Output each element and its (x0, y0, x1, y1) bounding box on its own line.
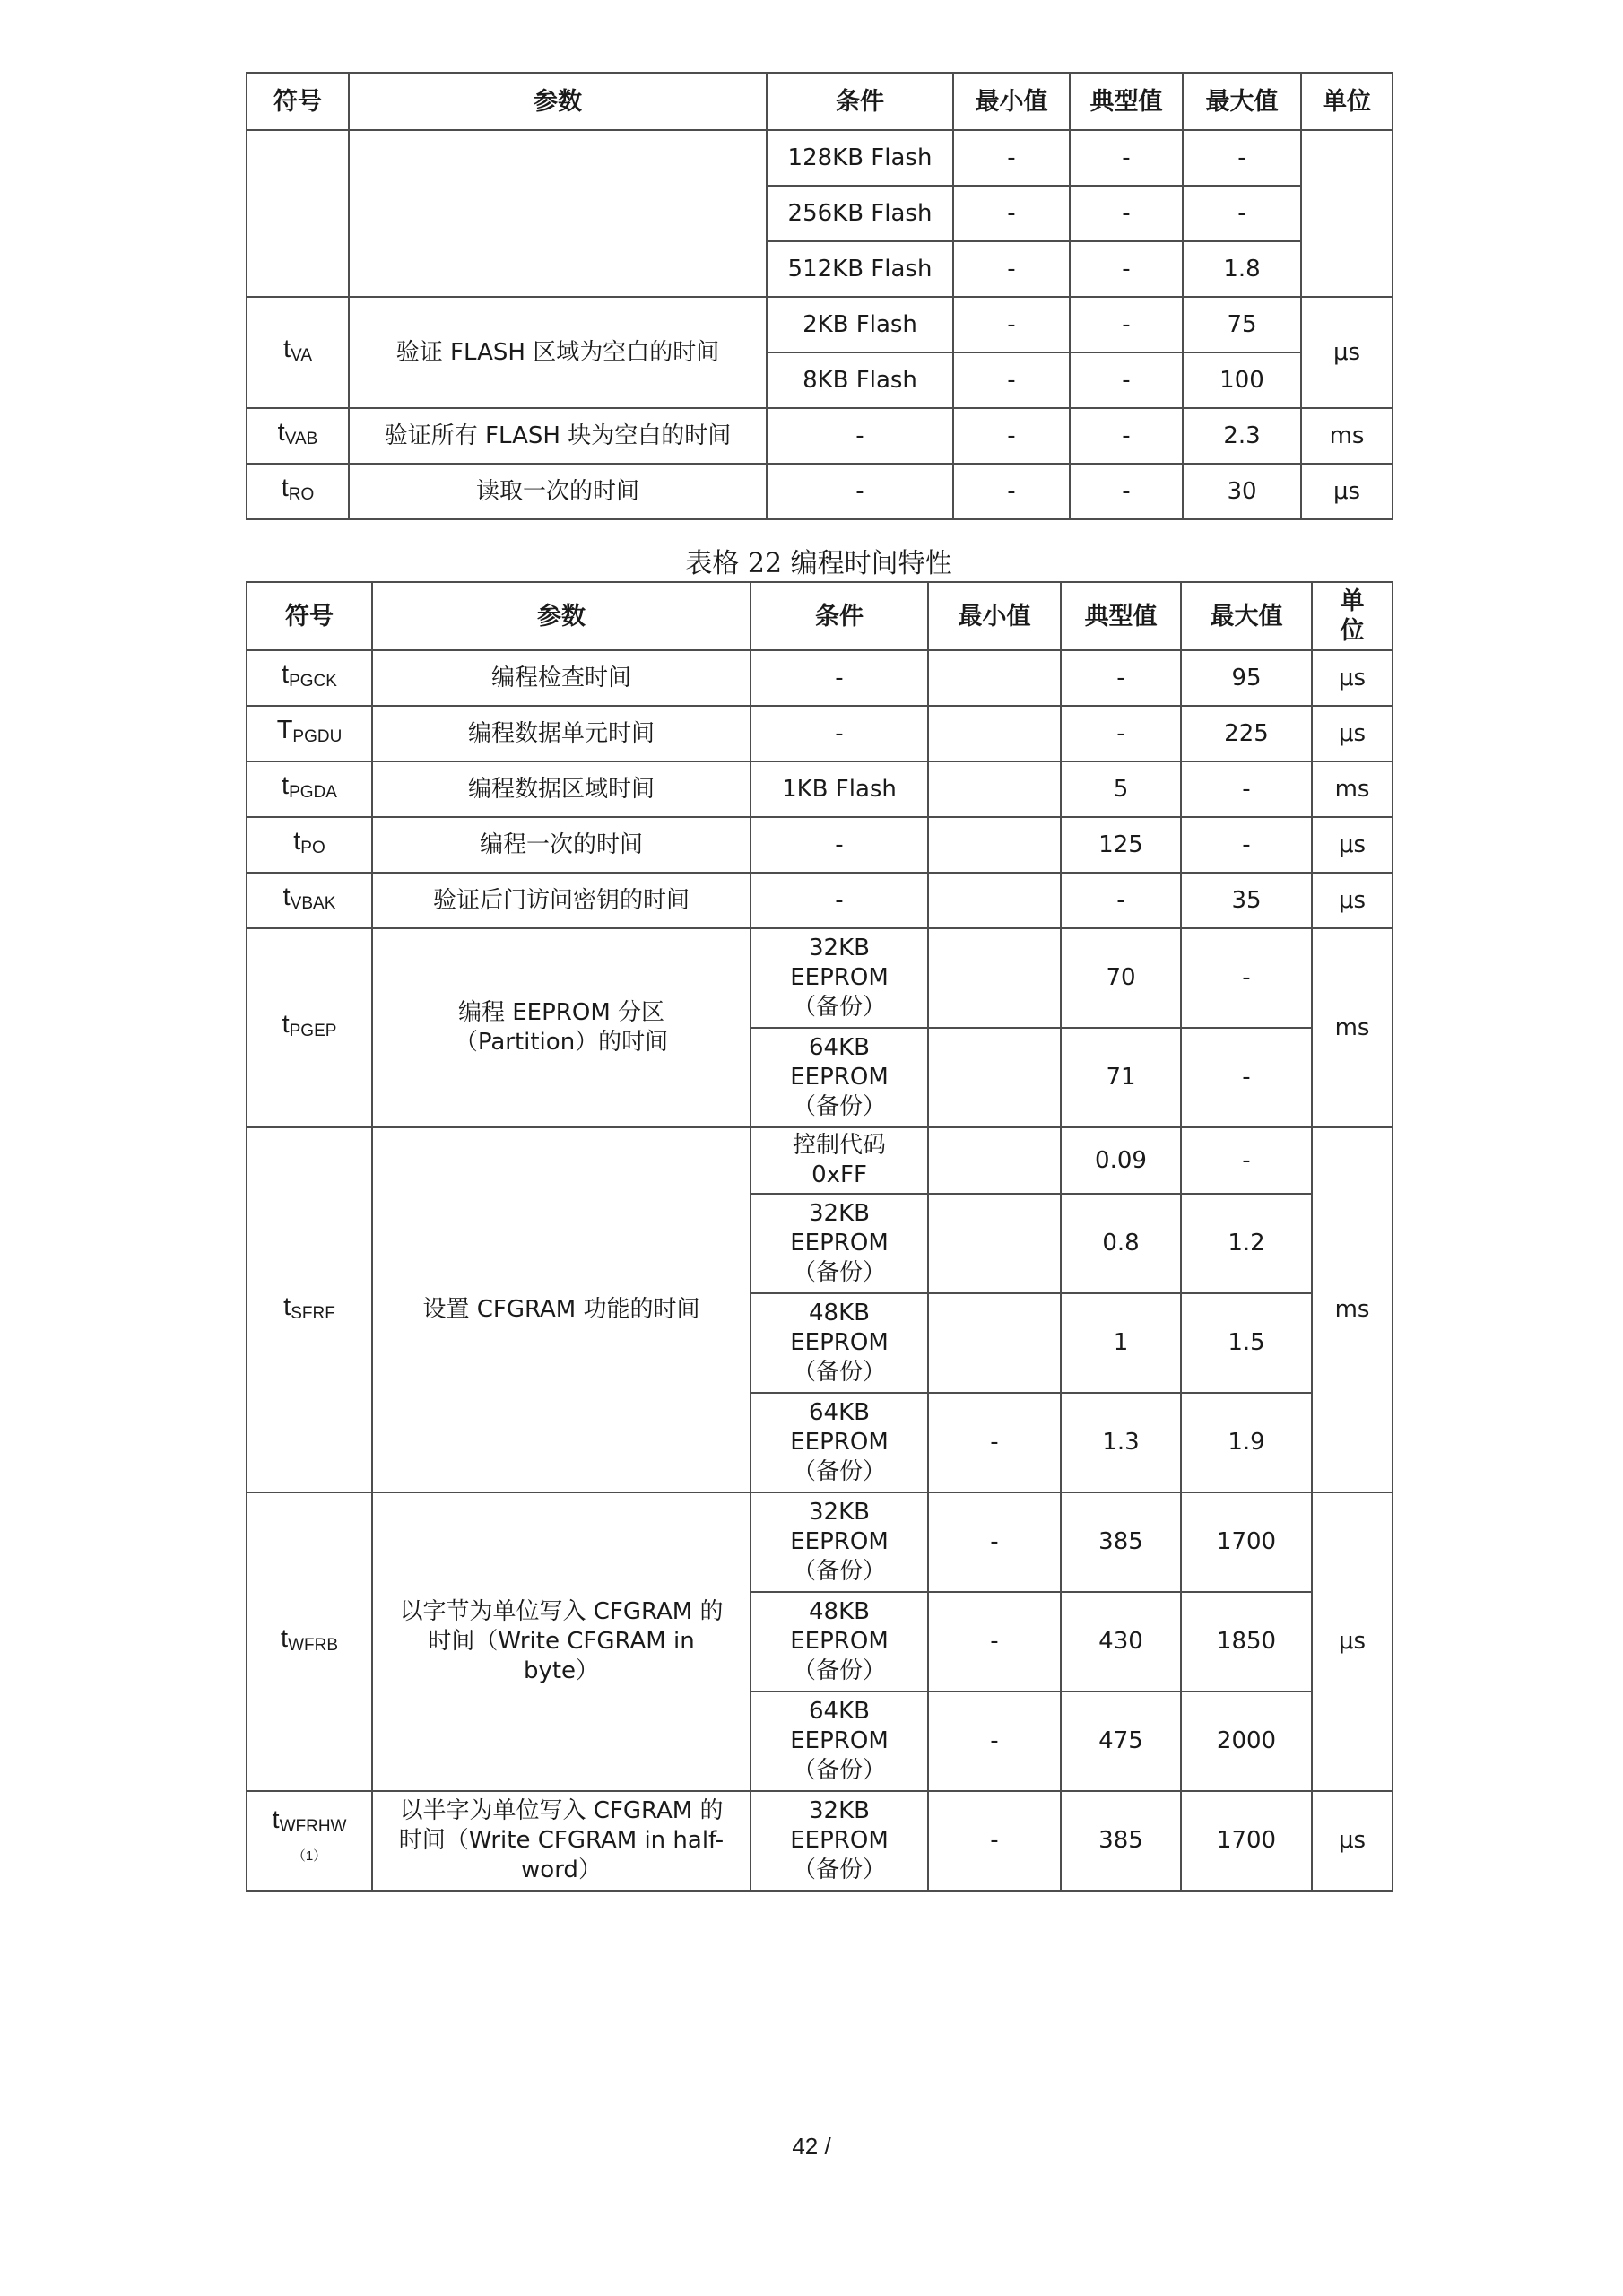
min-cell (928, 928, 1061, 1028)
flash-timing-table-continued (246, 72, 1393, 520)
max-cell: 2.3 (1183, 408, 1301, 464)
parameter-cell: 编程一次的时间 (372, 817, 751, 873)
min-cell (928, 1293, 1061, 1393)
min-cell: - (928, 1592, 1061, 1692)
programming-timing-table (246, 581, 1393, 1892)
parameter-cell: 编程数据区域时间 (372, 761, 751, 817)
unit-cell-empty (1301, 130, 1393, 297)
max-cell: - (1183, 186, 1301, 241)
typ-cell: 475 (1061, 1692, 1181, 1791)
typ-cell: - (1070, 241, 1183, 297)
typ-cell: - (1061, 873, 1181, 928)
parameter-cell: 验证后门访问密钥的时间 (372, 873, 751, 928)
max-cell: - (1181, 928, 1312, 1028)
max-cell: 2000 (1181, 1692, 1312, 1791)
condition-cell: - (751, 817, 928, 873)
table-caption: 表格 22 编程时间特性 (685, 548, 952, 579)
min-cell: - (953, 186, 1070, 241)
header-condition: 条件 (767, 73, 953, 130)
unit-cell: ms (1312, 1127, 1393, 1492)
max-cell: 35 (1181, 873, 1312, 928)
footnote-mark: （1） (291, 1848, 327, 1864)
parameter-cell: 编程数据单元时间 (372, 706, 751, 761)
min-cell (928, 1028, 1061, 1127)
header-parameter: 参数 (349, 73, 767, 130)
condition-cell: - (767, 408, 953, 464)
unit-cell: μs (1312, 706, 1393, 761)
header-max: 最大值 (1181, 582, 1312, 650)
unit-cell: ms (1312, 928, 1393, 1127)
header-min: 最小值 (928, 582, 1061, 650)
typ-cell: - (1070, 297, 1183, 352)
min-cell (928, 1194, 1061, 1293)
min-cell (928, 1127, 1061, 1194)
min-cell: - (953, 464, 1070, 519)
symbol-cell: $t_{WFRB}$ (247, 1492, 372, 1791)
unit-cell: μs (1312, 873, 1393, 928)
typ-cell: 125 (1061, 817, 1181, 873)
typ-cell: 1 (1061, 1293, 1181, 1393)
symbol-cell: $t_{VA}$ (247, 297, 349, 408)
condition-cell: 32KB EEPROM （备份） (751, 928, 928, 1028)
symbol-cell: $t_{RO}$ (247, 464, 349, 519)
typ-cell: 430 (1061, 1592, 1181, 1692)
table-row (247, 817, 1393, 873)
min-cell: - (928, 1393, 1061, 1492)
min-cell: - (928, 1692, 1061, 1791)
header-max: 最大值 (1183, 73, 1301, 130)
min-cell: - (953, 241, 1070, 297)
condition-cell: 2KB Flash (767, 297, 953, 352)
unit-cell: μs (1301, 297, 1393, 408)
parameter-cell-empty (349, 130, 767, 297)
max-cell: 1700 (1181, 1492, 1312, 1592)
typ-cell: 71 (1061, 1028, 1181, 1127)
typ-cell: 385 (1061, 1791, 1181, 1891)
max-cell: 1850 (1181, 1592, 1312, 1692)
symbol-cell: $t_{PGCK}$ (247, 650, 372, 706)
typ-cell: - (1070, 408, 1183, 464)
parameter-cell: 验证 FLASH 区域为空白的时间 (349, 297, 767, 408)
typ-cell: - (1061, 650, 1181, 706)
min-cell (928, 817, 1061, 873)
condition-cell: 48KB EEPROM （备份） (751, 1592, 928, 1692)
symbol-cell: $t_{SFRF}$ (247, 1127, 372, 1492)
table-row (247, 1791, 1393, 1891)
header-unit: 单位 (1301, 73, 1393, 130)
condition-cell: 128KB Flash (767, 130, 953, 186)
typ-cell: - (1070, 464, 1183, 519)
page-number: 42 / (792, 2133, 831, 2160)
table-row (247, 1127, 1393, 1194)
min-cell: - (953, 408, 1070, 464)
condition-cell: 8KB Flash (767, 352, 953, 408)
header-condition: 条件 (751, 582, 928, 650)
max-cell: 1.9 (1181, 1393, 1312, 1492)
max-cell: 1.2 (1181, 1194, 1312, 1293)
unit-cell: ms (1312, 761, 1393, 817)
condition-cell: - (751, 706, 928, 761)
min-cell: - (953, 297, 1070, 352)
condition-cell: 32KB EEPROM （备份） (751, 1791, 928, 1891)
max-cell: 30 (1183, 464, 1301, 519)
typ-cell: 0.8 (1061, 1194, 1181, 1293)
typ-cell: - (1070, 186, 1183, 241)
typ-cell: 1.3 (1061, 1393, 1181, 1492)
unit-cell: ms (1301, 408, 1393, 464)
condition-cell: 1KB Flash (751, 761, 928, 817)
table-row (247, 706, 1393, 761)
parameter-cell: 验证所有 FLASH 块为空白的时间 (349, 408, 767, 464)
max-cell: 1.5 (1181, 1293, 1312, 1393)
unit-cell: μs (1312, 817, 1393, 873)
table-header-row (247, 582, 1393, 650)
table-row (247, 761, 1393, 817)
typ-cell: - (1070, 130, 1183, 186)
condition-cell: - (751, 650, 928, 706)
table-row (247, 873, 1393, 928)
max-cell: 100 (1183, 352, 1301, 408)
header-symbol: 符号 (247, 582, 372, 650)
table-row (247, 297, 1393, 352)
min-cell (928, 761, 1061, 817)
symbol-cell: $t_{PO}$ (247, 817, 372, 873)
condition-cell: 64KB EEPROM （备份） (751, 1028, 928, 1127)
condition-cell: 32KB EEPROM （备份） (751, 1492, 928, 1592)
symbol-cell: $T_{PGDU}$ (247, 706, 372, 761)
min-cell: - (953, 352, 1070, 408)
symbol-cell: $t_{PGEP}$ (247, 928, 372, 1127)
symbol-cell: $t_{WFRHW}$ $^{(1)}$ (247, 1791, 372, 1891)
typ-cell: 70 (1061, 928, 1181, 1028)
table-row (247, 1492, 1393, 1592)
parameter-cell: 以字节为单位写入 CFGRAM 的 时间（Write CFGRAM in byte） (372, 1492, 751, 1791)
header-typ: 典型值 (1061, 582, 1181, 650)
max-cell: - (1183, 130, 1301, 186)
max-cell: - (1181, 1127, 1312, 1194)
unit-cell: μs (1312, 1492, 1393, 1791)
min-cell: - (928, 1492, 1061, 1592)
symbol-cell: $t_{PGDA}$ (247, 761, 372, 817)
typ-cell: 5 (1061, 761, 1181, 817)
condition-cell: 512KB Flash (767, 241, 953, 297)
symbol-cell: $t_{VAB}$ (247, 408, 349, 464)
max-cell: 1.8 (1183, 241, 1301, 297)
header-parameter: 参数 (372, 582, 751, 650)
header-symbol: 符号 (247, 73, 349, 130)
parameter-cell: 设置 CFGRAM 功能的时间 (372, 1127, 751, 1492)
max-cell: 95 (1181, 650, 1312, 706)
table-row (247, 408, 1393, 464)
typ-cell: - (1070, 352, 1183, 408)
table-row (247, 650, 1393, 706)
max-cell: 1700 (1181, 1791, 1312, 1891)
table-header-row (247, 73, 1393, 130)
typ-cell: - (1061, 706, 1181, 761)
min-cell: - (928, 1791, 1061, 1891)
header-min: 最小值 (953, 73, 1070, 130)
max-cell: - (1181, 817, 1312, 873)
unit-cell: μs (1312, 1791, 1393, 1891)
max-cell: - (1181, 761, 1312, 817)
condition-cell: 32KB EEPROM （备份） (751, 1194, 928, 1293)
symbol-cell-empty (247, 130, 349, 297)
parameter-cell: 编程 EEPROM 分区 （Partition）的时间 (372, 928, 751, 1127)
condition-cell: - (767, 464, 953, 519)
condition-cell: 48KB EEPROM （备份） (751, 1293, 928, 1393)
min-cell (928, 873, 1061, 928)
condition-cell: 256KB Flash (767, 186, 953, 241)
condition-cell: 64KB EEPROM （备份） (751, 1692, 928, 1791)
header-unit: 单 位 (1312, 582, 1393, 650)
typ-cell: 385 (1061, 1492, 1181, 1592)
min-cell (928, 650, 1061, 706)
condition-cell: - (751, 873, 928, 928)
min-cell: - (953, 130, 1070, 186)
table-row (247, 464, 1393, 519)
table-row (247, 130, 1393, 186)
condition-cell: 64KB EEPROM （备份） (751, 1393, 928, 1492)
max-cell: 75 (1183, 297, 1301, 352)
min-cell (928, 706, 1061, 761)
condition-cell: 控制代码 0xFF (751, 1127, 928, 1194)
parameter-cell: 读取一次的时间 (349, 464, 767, 519)
parameter-cell: 以半字为单位写入 CFGRAM 的 时间（Write CFGRAM in half- word） (372, 1791, 751, 1891)
header-typ: 典型值 (1070, 73, 1183, 130)
unit-cell: μs (1301, 464, 1393, 519)
parameter-cell: 编程检查时间 (372, 650, 751, 706)
max-cell: - (1181, 1028, 1312, 1127)
symbol-cell: $t_{VBAK}$ (247, 873, 372, 928)
table-row (247, 928, 1393, 1028)
unit-cell: μs (1312, 650, 1393, 706)
typ-cell: 0.09 (1061, 1127, 1181, 1194)
max-cell: 225 (1181, 706, 1312, 761)
